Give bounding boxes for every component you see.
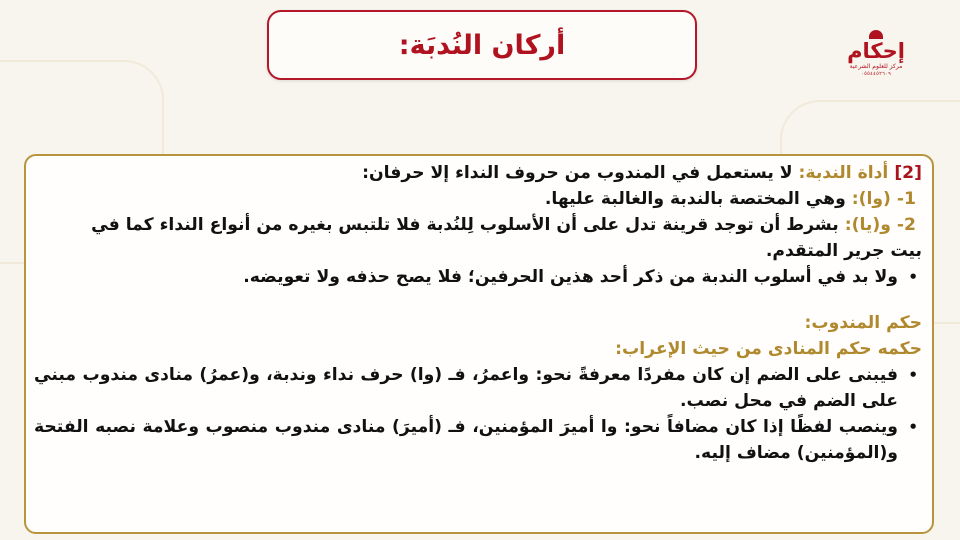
ruling-subheading: حكمه حكم المنادى من حيث الإعراب: <box>615 339 922 359</box>
tool-heading-text: لا يستعمل في المندوب من حروف النداء إلا حرفان: <box>362 163 799 183</box>
item-ya-label: 2- و(يا): <box>844 215 916 235</box>
logo-name: إحكام <box>847 39 905 63</box>
slide-title: أركان النُدبَة: <box>398 29 566 61</box>
tool-heading-label: أداة الندبة: <box>798 163 889 183</box>
item-wa-label: 1- (وا): <box>851 189 916 209</box>
spacer <box>34 290 922 310</box>
bullet-required-letter-text: ولا بد في أسلوب الندبة من ذكر أحد هذين الحرفين؛ فلا يصح حذفه ولا تعويضه. <box>243 267 898 287</box>
content-panel <box>24 154 934 534</box>
item-ya-continuation: بيت جرير المتقدم. <box>765 241 922 261</box>
logo-subtitle: مركز للعلوم الشرعية <box>849 63 903 70</box>
tool-heading <box>34 160 922 186</box>
content-text <box>26 156 932 532</box>
logo-number: ٠٥٥٤٤٥٢٦٠٩ <box>860 71 892 77</box>
bullet-annexed-ruling-text: وينصب لفظًا إذا كان مضافاً نحو: وا أميرَ المؤمنين، فـ (أميرَ) منادى مندوب منصوب وعلامة نصبه الفتحة و(المؤمنين) مضاف إليه. <box>34 417 898 463</box>
bullet-icon: • <box>908 418 918 436</box>
ruling-heading: حكم المندوب: <box>804 313 922 333</box>
bullet-icon: • <box>908 268 918 286</box>
brand-logo <box>842 30 910 92</box>
item-wa <box>34 186 922 212</box>
item-ya-text: بشرط أن توجد قرينة تدل على أن الأسلوب لِلنُدبة فلا تلتبس بغيره من أنواع النداء كما في <box>91 215 845 235</box>
bullet-required-letter <box>34 264 922 290</box>
item-wa-text: وهي المختصة بالندبة والغالبة عليها. <box>544 189 852 209</box>
bullet-singular-ruling <box>34 362 922 414</box>
bullet-singular-ruling-text: فيبنى على الضم إن كان مفردًا معرفةً نحو: واعمرُ، فـ (وا) حرف نداء وندبة، و(عمرُ) منادى مندوب مبني على الضم في محل نصب. <box>34 365 898 411</box>
title-banner <box>267 10 697 80</box>
bullet-icon: • <box>908 366 918 384</box>
bullet-annexed-ruling <box>34 414 922 466</box>
dome-icon <box>869 30 883 39</box>
section-number: [2] <box>894 163 922 183</box>
item-ya <box>34 212 922 238</box>
